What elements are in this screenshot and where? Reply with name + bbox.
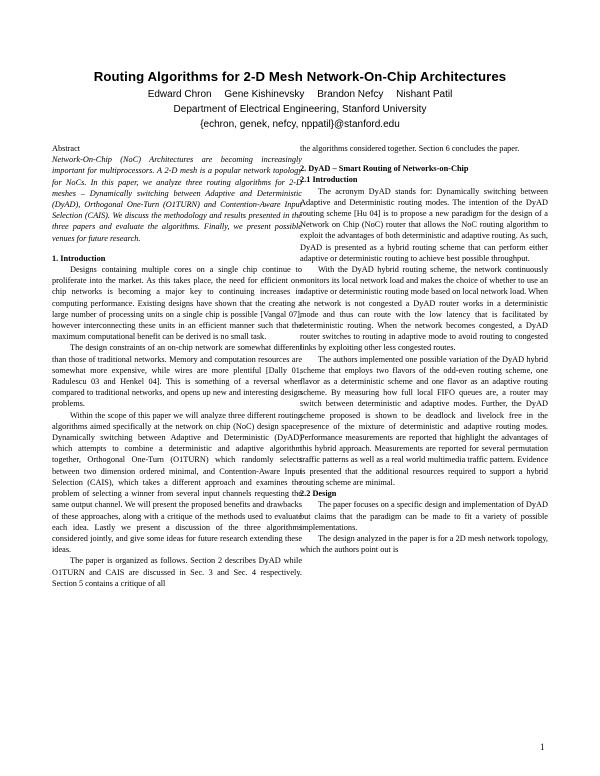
subsection-2-2-heading: 2.2 Design	[300, 489, 337, 499]
abstract-heading: Abstract	[52, 144, 81, 153]
paragraph: Designs containing multiple cores on a single chip continue to proliferate into the market. As this takes place, the need for efficient on-chip networks is becoming a major key to continuing increases in computing performance. Existing designs have shown that the creating a large number of processing units on a single chip is possible [Vangal 07], however interconnecting these units in an efficient manner such that the maximum computational benefit can be derived is no small task.	[52, 265, 302, 342]
section-2-heading: 2. DyAD – Smart Routing of Networks-on-Chip	[300, 164, 469, 174]
author-name: Brandon Nefcy	[317, 89, 384, 100]
paragraph: The paper is organized as follows. Section 2 describes DyAD while O1TURN and CAIS are discussed in Sec. 3 and Sec. 4 respectively. Section 5 contains a critique of all	[52, 556, 302, 588]
author-name: Gene Kishinevsky	[224, 89, 305, 100]
paragraph: Within the scope of this paper we will analyze three different routing algorithms aimed specifically at the network on chip (NoC) design space: Dynamically switching between Adaptive and Deterministic (DyAD) which attempts to combine a deterministic and adaptive algorithm together, Orthogonal One-Turn (O1TURN) which randomly selects between two dimension ordered minimal, and Contention-Aware Input Selection (CAIS), which takes a different approach and examines the problem of selecting a winner from several input channels requesting the same output channel. We will present the proposed benefits and drawbacks of these approaches, along with a critique of the methods used to evaluate each idea. Lastly we present a discussion of the three algorithms considered jointly, and give some ideas for future research extending these ideas.	[52, 410, 302, 555]
author-list	[0, 89, 600, 100]
paragraph: The authors implemented one possible variation of the DyAD hybrid scheme that employs two flavors of the odd-even routing scheme, one flavor as a deterministic scheme and one flavor as an adaptive routing scheme. By measuring how full local FIFO queues are, a router may switch between deterministic and adaptive modes. Further, the DyAD scheme proposed is shown to be deadlock and livelock free in the presence of the mixture of deterministic and adaptive routing modes. Performance measurements are reported that highlight the advantages of this hybrid approach. Measurements are reported for several permutation traffic patterns as well as a real world multimedia traffic pattern. Evidence is presented that the additional resources required to support a hybrid routing scheme are minimal.	[300, 354, 548, 487]
author-emails: {echron, genek, nefcy, nppatil}@stanford.edu	[200, 119, 400, 130]
author-name: Nishant Patil	[396, 89, 453, 100]
section-1-heading: 1. Introduction	[52, 253, 106, 263]
right-column	[300, 143, 548, 555]
left-column	[52, 143, 302, 589]
abstract-text: Network-On-Chip (NoC) Architectures are becoming increasingly important for multiprocessors. A 2-D mesh is a popular network topology for NoCs. In this paper, we analyze three routing algorithms for 2-D meshes – Dynamically switching between Adaptive and Deterministic (DyAD), Orthogonal One-Turn (O1TURN) and Contention-Aware Input Selection (CAIS). We discuss the methodology and results presented in the three papers and evaluate the algorithms. Finally, we present possible venues for future research.	[52, 155, 302, 243]
paper-title: Routing Algorithms for 2-D Mesh Network-On-Chip Architectures	[93, 69, 507, 84]
page-number: 1	[540, 742, 545, 752]
paragraph: The design constraints of an on-chip network are somewhat different than those of traditional networks. Memory and computation resources are somewhat more expensive, while wires are more plentiful [Dally 01, Radulescu 03 and Henkel 04]. This is something of a reversal when compared to traditional networks, and opens up new and interesting design problems.	[52, 343, 302, 409]
paragraph: The acronym DyAD stands for: Dynamically switching between Adaptive and Deterministic routing modes. The intention of the DyAD routing scheme [Hu 04] is to propose a new paradigm for the design of a Network on Chip (NoC) router that allows the NoC routing algorithm to exploit the advantages of both deterministic and adaptive routing. As such, DyAD is presented as a hybrid routing scheme that can perform either adaptive or deterministic routing to achieve best possible throughput.	[300, 186, 548, 263]
author-name: Edward Chron	[147, 89, 212, 100]
paragraph: The paper focuses on a specific design and implementation of DyAD but claims that the paradigm can be made to fit a variety of possible implementations.	[300, 500, 548, 532]
paragraph: The design analyzed in the paper is for a 2D mesh network topology, which the authors point out is	[300, 533, 548, 555]
subsection-2-1-heading: 2.1 Introduction	[300, 175, 358, 185]
paragraph-continuation: the algorithms considered together. Section 6 concludes the paper.	[300, 144, 520, 153]
paragraph: With the DyAD hybrid routing scheme, the network continuously monitors its local network load and makes the choice of whether to use an adaptive or deterministic routing mode based on local network load. When the network is not congested a DyAD router works in a deterministic mode and thus can route with the low latency that is facilitated by deterministic routing. When the network becomes congested, a DyAD router switches to routing in adaptive mode to avoid routing to congested links by exploiting other less congested routes.	[300, 265, 548, 353]
author-affiliation: Department of Electrical Engineering, Stanford University	[173, 104, 427, 115]
